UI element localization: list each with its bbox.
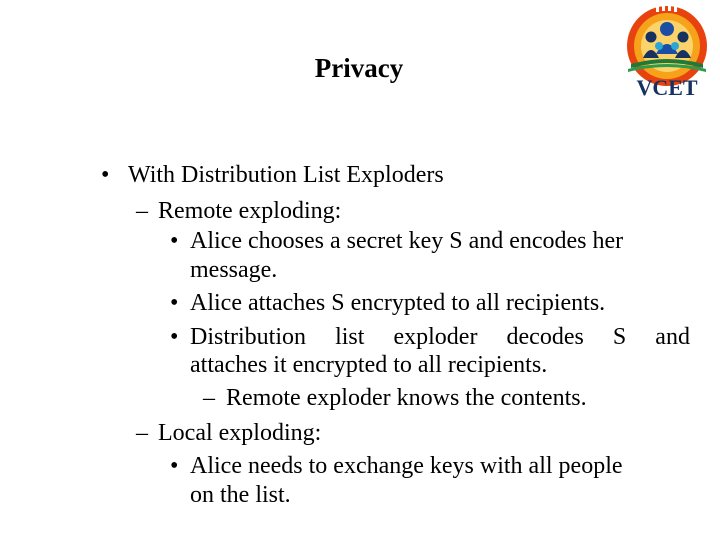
dle-word: list xyxy=(335,324,365,350)
dash-remote: – xyxy=(136,198,148,224)
bullet-alice-attaches: • xyxy=(170,290,179,316)
dash-local: – xyxy=(136,420,148,446)
slide-title-text: Privacy xyxy=(314,53,404,83)
dle-word: S xyxy=(612,324,627,350)
bullet-alice-chooses: • xyxy=(170,228,179,254)
bullet-alice-needs: • xyxy=(170,453,179,479)
bullet-dot: • xyxy=(101,162,110,188)
svg-text:VCET: VCET xyxy=(636,75,698,100)
bullet-l1-text: With Distribution List Exploders xyxy=(128,162,444,188)
alice-needs-line2: on the list. xyxy=(190,482,291,508)
dle-line2: attaches it encrypted to all recipients. xyxy=(190,352,548,378)
dle-word: decodes xyxy=(506,324,584,350)
dle-word: exploder xyxy=(393,324,478,350)
alice-chooses-line2: message. xyxy=(190,257,278,283)
alice-needs-line1: Alice needs to exchange keys with all people xyxy=(190,453,623,479)
bullet-dle: • xyxy=(170,324,179,350)
alice-attaches-text: Alice attaches S encrypted to all recipients. xyxy=(190,290,606,316)
remote-exploding-heading: Remote exploding: xyxy=(158,198,342,224)
dle-word: Distribution xyxy=(190,324,307,350)
alice-chooses-line1: Alice chooses a secret key S and encodes her xyxy=(190,228,624,254)
bullet-l1 xyxy=(101,160,109,190)
local-exploding-heading: Local exploding: xyxy=(158,420,322,446)
dle-line1 xyxy=(190,322,690,352)
dash-remote-knows: – xyxy=(203,385,215,411)
dle-word: and xyxy=(655,324,690,350)
remote-knows-text: Remote exploder knows the contents. xyxy=(226,385,587,411)
